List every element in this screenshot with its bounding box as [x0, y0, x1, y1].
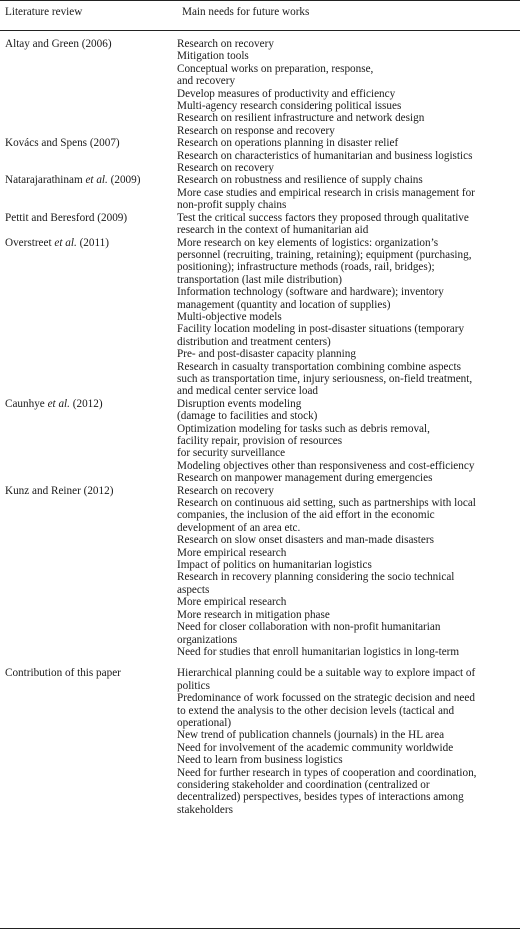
need-line: operational): [177, 716, 232, 729]
need-line: More research in mitigation phase: [177, 608, 330, 621]
table-bottom-rule: [0, 928, 520, 929]
header-literature-review: Literature review: [5, 6, 83, 18]
need-line: and medical center service load: [177, 385, 319, 398]
need-line: Develop measures of productivity and efficiency: [177, 87, 396, 100]
need-line: management (quantity and location of supplies): [177, 298, 391, 311]
et-al-italic: et al.: [47, 397, 70, 410]
need-line: Pre- and post-disaster capacity planning: [177, 348, 356, 361]
needs-cell: [177, 485, 513, 659]
table-row: [0, 485, 520, 659]
need-line: Need for closer collaboration with non-profit humanitarian: [177, 621, 441, 634]
need-line: companies, the inclusion of the aid effort in the economic: [177, 509, 435, 522]
need-line: More research on key elements of logistics: organization’s: [177, 236, 439, 249]
need-line: Conceptual works on preparation, response,: [177, 62, 374, 75]
need-line: Mitigation tools: [177, 50, 249, 63]
table-top-rule: [0, 0, 520, 1]
review-cell: Natarajarathinam et al. (2009): [5, 174, 141, 187]
need-line: politics: [177, 679, 210, 692]
table-row: [0, 38, 520, 137]
need-line: More case studies and empirical research in crisis management for: [177, 186, 475, 199]
review-cell: Pettit and Beresford (2009): [5, 211, 128, 224]
needs-cell: [177, 237, 513, 398]
need-line: Multi-objective models: [177, 310, 282, 323]
need-line: research in the context of humanitarian aid: [177, 224, 369, 237]
needs-cell: [177, 667, 513, 816]
et-al-italic: et al.: [54, 236, 77, 249]
need-line: Research on slow onset disasters and man-made disasters: [177, 534, 434, 547]
need-line: More empirical research: [177, 596, 287, 609]
need-line: New trend of publication channels (journals) in the HL area: [177, 729, 445, 742]
table-row: [0, 398, 520, 485]
need-line: Hierarchical planning could be a suitable way to explore impact of: [177, 667, 476, 680]
needs-cell: [177, 38, 513, 137]
need-line: Impact of politics on humanitarian logistics: [177, 559, 372, 572]
need-line: Need for studies that enroll humanitarian logistics in long-term: [177, 645, 460, 658]
review-cell: Caunhye et al. (2012): [5, 397, 103, 410]
table-row: [0, 137, 520, 174]
need-line: decentralized) perspectives, besides types of interactions among: [177, 791, 464, 804]
table-body: [0, 38, 520, 816]
need-line: Research in recovery planning considering the socio technical: [177, 571, 455, 584]
need-line: non-profit supply chains: [177, 199, 287, 212]
need-line: for security surveillance: [177, 447, 286, 460]
need-line: Research on response and recovery: [177, 124, 335, 137]
need-line: considering stakeholder and coordination (centralized or: [177, 778, 430, 791]
need-line: Research on recovery: [177, 484, 274, 497]
need-line: distribution and treatment centers): [177, 335, 331, 348]
header-main-needs: Main needs for future works: [182, 6, 310, 18]
need-line: and recovery: [177, 75, 236, 88]
need-line: Need to learn from business logistics: [177, 754, 343, 767]
needs-cell: [177, 137, 513, 174]
need-line: Research on resilient infrastructure and network design: [177, 112, 425, 125]
row-gap: [0, 658, 520, 667]
need-line: facility repair, provision of resources: [177, 435, 343, 447]
needs-cell: [177, 212, 513, 237]
need-line: organizations: [177, 633, 238, 646]
need-line: Research on robustness and resilience of supply chains: [177, 174, 423, 187]
need-line: stakeholders: [177, 803, 233, 816]
need-line: Research on manpower management during emergencies: [177, 472, 433, 485]
table-row: [0, 174, 520, 211]
review-cell: Contribution of this paper: [5, 667, 121, 680]
table-row: [0, 237, 520, 398]
table-row: [0, 212, 520, 237]
needs-cell: [177, 398, 513, 485]
need-line: Predominance of work focussed on the strategic decision and need: [177, 692, 475, 705]
table-row: [0, 667, 520, 816]
need-line: Test the critical success factors they proposed through qualitative: [177, 211, 469, 224]
need-line: development of an area etc.: [177, 521, 301, 534]
need-line: to extend the analysis to the other decision levels (tactical and: [177, 704, 455, 717]
et-al-italic: et al.: [85, 174, 108, 187]
review-cell: Kovács and Spens (2007): [5, 137, 120, 150]
need-line: (damage to facilities and stock): [177, 410, 318, 423]
need-line: transportation (last mile distribution): [177, 273, 342, 286]
need-line: Research on recovery: [177, 162, 274, 175]
need-line: Research in casualty transportation combining combine aspects: [177, 360, 461, 373]
review-cell: Overstreet et al. (2011): [5, 236, 109, 249]
need-line: Disruption events modeling: [177, 397, 302, 410]
review-cell: Altay and Green (2006): [5, 38, 112, 50]
need-line: Research on recovery: [177, 38, 274, 50]
header-rule: [0, 30, 520, 31]
need-line: positioning); infrastructure methods (roads, rail, bridges);: [177, 261, 435, 274]
need-line: Research on characteristics of humanitarian and business logistics: [177, 149, 473, 162]
need-line: such as transportation time, injury seriousness, on-field treatment,: [177, 372, 473, 385]
need-line: Need for further research in types of cooperation and coordination,: [177, 766, 477, 779]
need-line: personnel (recruiting, training, retaining); equipment (purchasing,: [177, 248, 472, 261]
need-line: Information technology (software and hardware); inventory: [177, 286, 444, 299]
need-line: Research on operations planning in disaster relief: [177, 137, 399, 150]
need-line: Need for involvement of the academic community worldwide: [177, 741, 454, 754]
review-cell: Kunz and Reiner (2012): [5, 484, 114, 497]
need-line: aspects: [177, 583, 210, 596]
need-line: Multi-agency research considering political issues: [177, 100, 402, 113]
need-line: Research on continuous aid setting, such as partnerships with local: [177, 497, 476, 510]
need-line: Facility location modeling in post-disaster situations (temporary: [177, 323, 465, 336]
needs-cell: [177, 174, 513, 211]
need-line: Modeling objectives other than responsiveness and cost-efficiency: [177, 459, 475, 472]
need-line: More empirical research: [177, 546, 287, 559]
need-line: Optimization modeling for tasks such as debris removal,: [177, 422, 430, 435]
